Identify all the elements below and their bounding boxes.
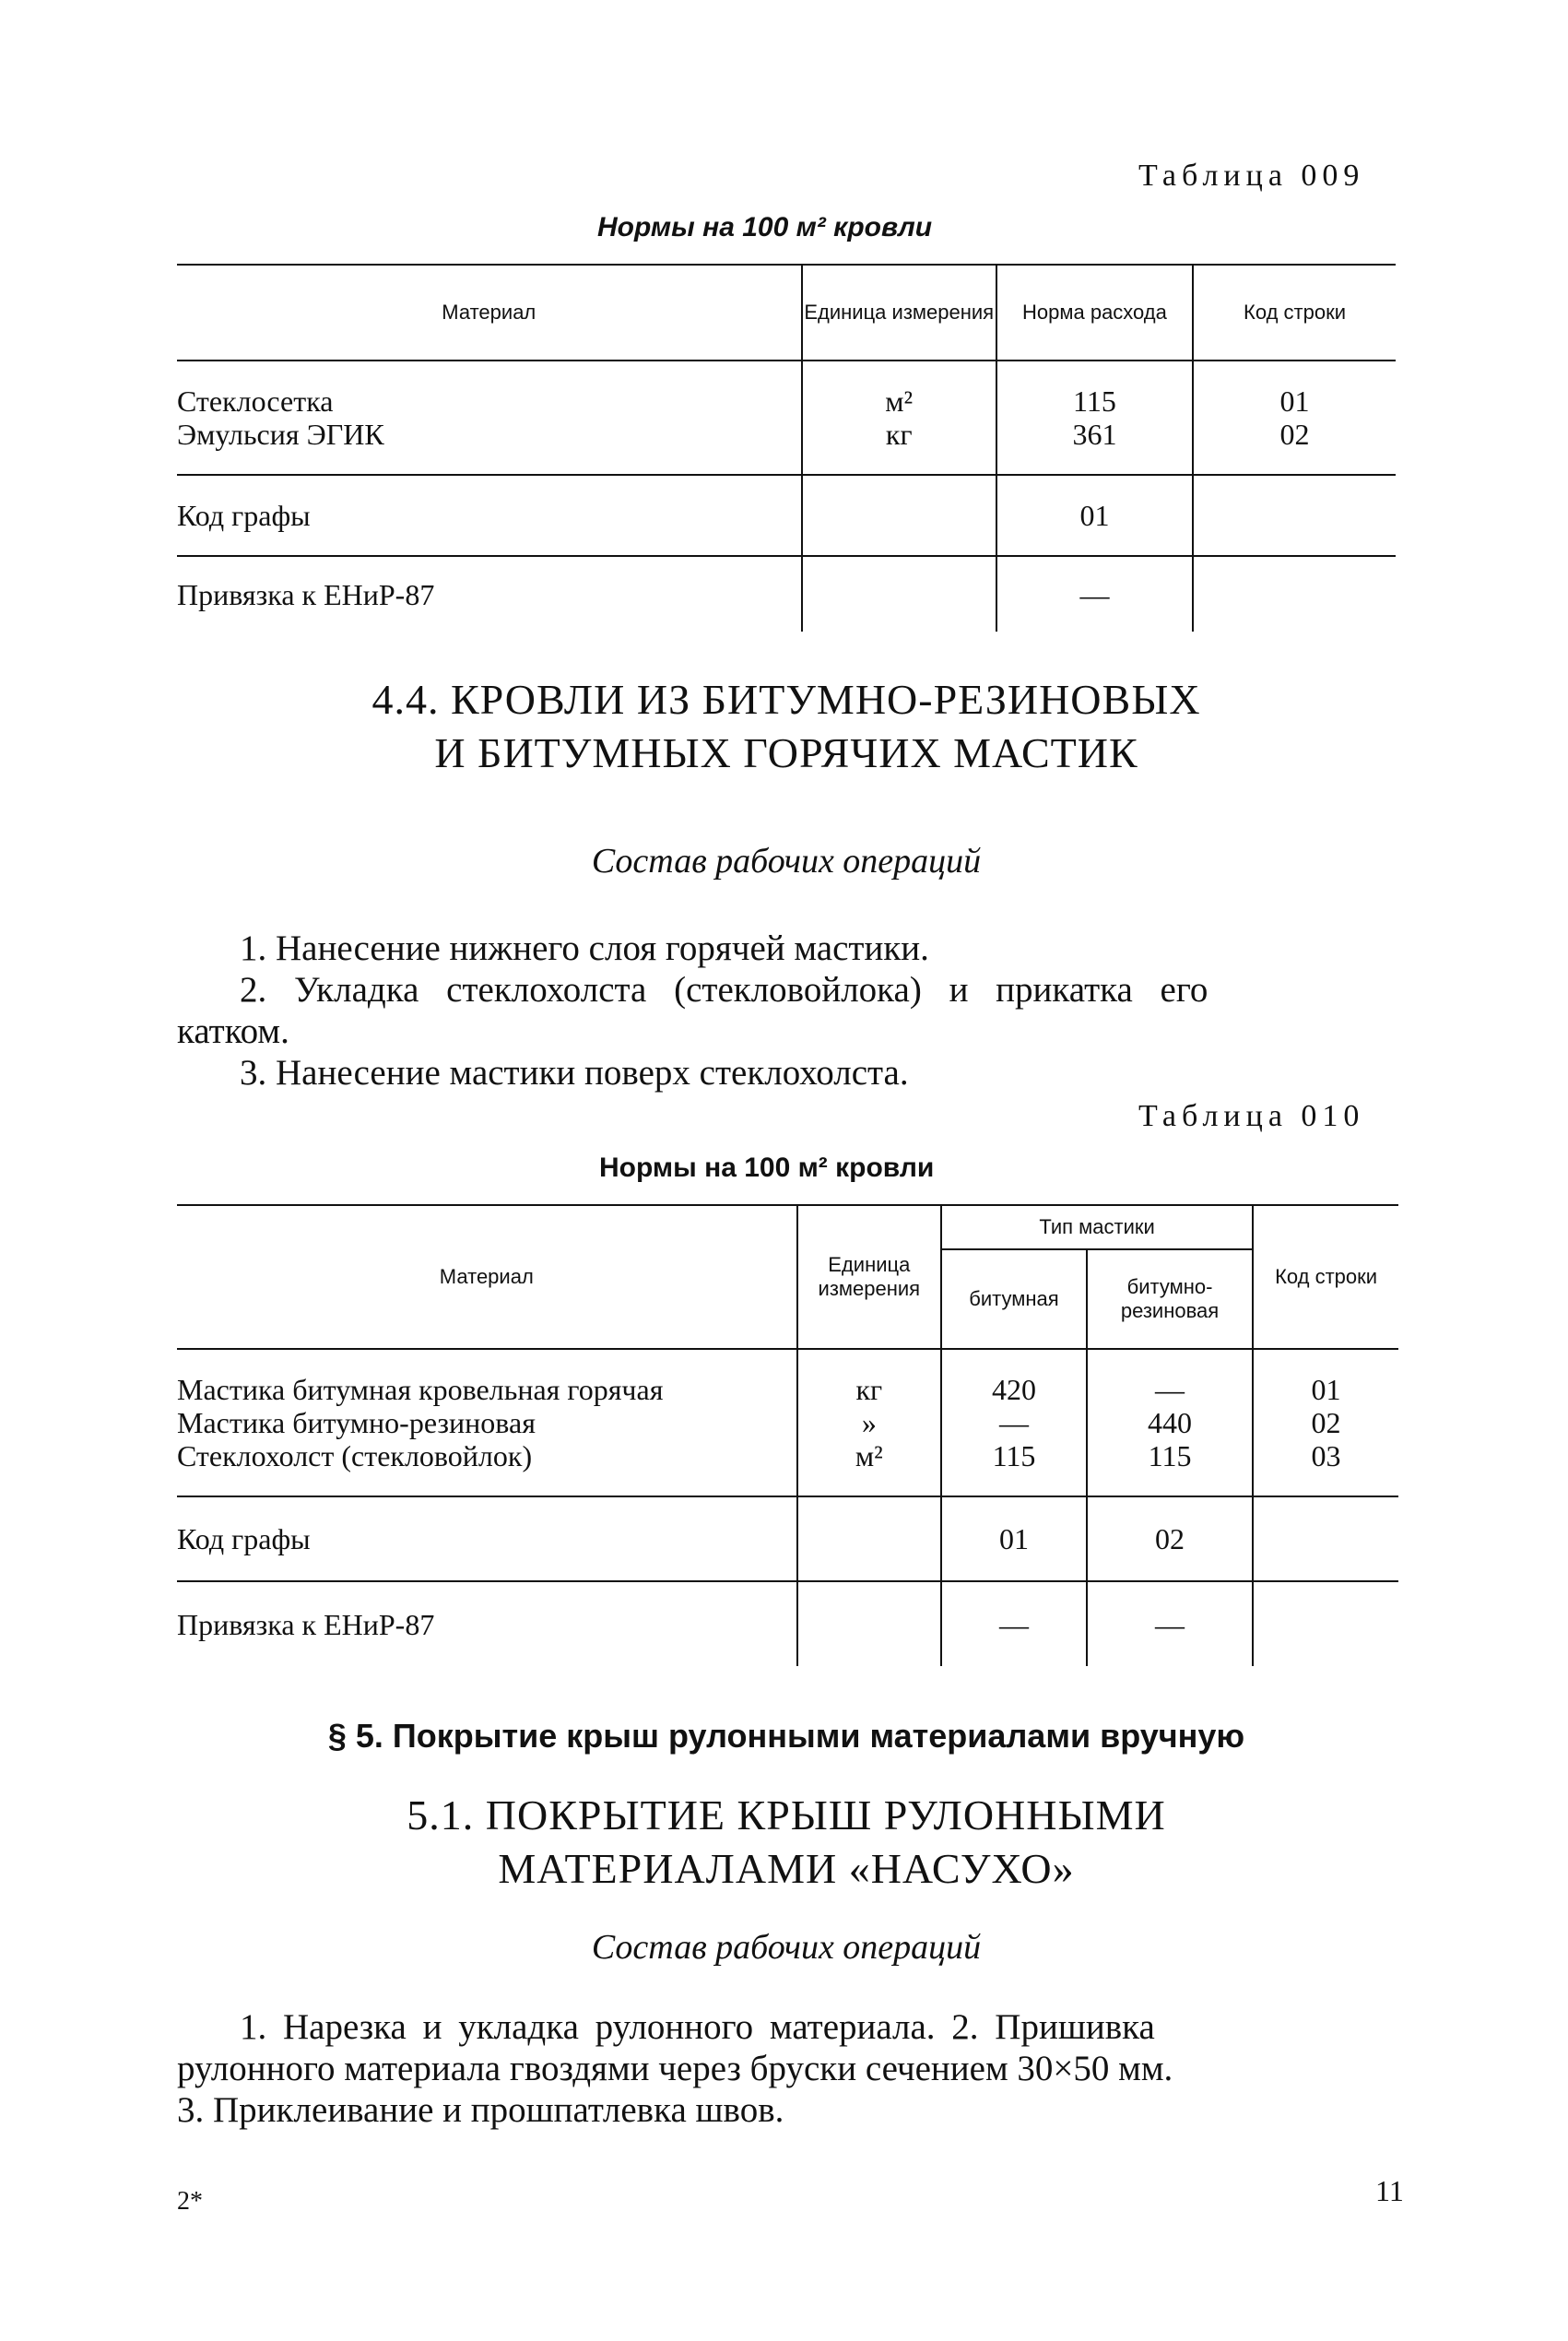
table-row-bitrez: 440 [1148,1406,1193,1439]
table-row-material: Мастика битумная кровельная горячая [177,1373,664,1406]
table-row-material: Мастика битумно-резиновая [177,1406,536,1439]
table-009 [177,264,1396,632]
table-009-label: Таблица 009 [1138,159,1365,193]
table-009-title: Нормы на 100 м² кровли [597,212,933,242]
table-row-norm: 115 [1073,384,1116,418]
table-row-bitrez: — [1155,1373,1185,1406]
col-header-type: Тип мастики [941,1205,1253,1249]
col-header-code: Код строки [1253,1205,1398,1349]
section-44-ops [177,928,1403,1094]
table-row-material: Стеклохолст (стекловойлок) [177,1439,533,1472]
page-number: 11 [1375,2174,1404,2207]
col-header-material: Материал [177,1205,797,1349]
kod-grafy-value: 01 [996,475,1193,556]
privyazka-value: — [996,556,1193,632]
section-44-title-line1: 4.4. КРОВЛИ ИЗ БИТУМНО-РЕЗИНОВЫХ [371,676,1201,723]
privyazka-label: Привязка к ЕНиР-87 [177,577,435,611]
col-header-bit: битумная [941,1249,1087,1349]
table-row-unit: м² [855,1439,883,1472]
section-5-heading: § 5. Покрытие крыш рулонными материалами вручную [327,1717,1245,1755]
op-line: 1. Нарезка и укладка рулонного материала. 2. Пришивка [240,2007,1155,2047]
privyazka-bit: — [941,1581,1087,1666]
materials-cell [177,361,802,475]
section-44-title-line2: И БИТУМНЫХ ГОРЯЧИХ МАСТИК [434,729,1138,776]
table-row-unit: м² [885,384,914,418]
kod-grafy-bit: 01 [941,1496,1087,1581]
col-header-material: Материал [177,265,802,361]
table-row-bitrez: 115 [1148,1439,1192,1472]
section-51-title [177,1789,1396,1896]
table-010-title: Нормы на 100 м² кровли [599,1153,935,1183]
table-row-code: 02 [1311,1406,1341,1439]
col-header-unit: Единица измерения [802,265,996,361]
table-row-bit: 115 [992,1439,1036,1472]
table-row-bit: 420 [991,1373,1036,1406]
col-header-unit: Единица измерения [797,1205,941,1349]
section-51-subtitle: Состав рабочих операций [591,1928,982,1967]
privyazka-label: Привязка к ЕНиР-87 [177,1607,435,1641]
table-row-material: Стеклосетка [177,384,334,418]
privyazka-bitrez: — [1087,1581,1253,1666]
col-header-norm: Норма расхода [996,265,1193,361]
op-item: 3. Нанесение мастики поверх стеклохолста. [240,1053,909,1093]
table-row-code: 02 [1279,418,1310,451]
table-row-norm: 361 [1072,418,1117,451]
section-44-subtitle: Состав рабочих операций [591,842,982,881]
table-row-code: 01 [1279,384,1310,418]
kod-grafy-label: Код графы [177,499,311,532]
table-row-bit: — [998,1406,1029,1439]
table-row-unit: кг [855,1373,883,1406]
table-row-unit: кг [885,418,913,451]
table-row-unit: » [861,1406,877,1439]
op-item: 2. Укладка стеклохолста (стекловойлока) и прикатка его [240,970,1208,1010]
op-line: рулонного материала гвоздями через бруски сечением 30×50 мм. [177,2049,1173,2088]
table-010-label: Таблица 010 [1138,1099,1365,1133]
col-header-bitrez: битумно-резиновая [1087,1249,1253,1349]
section-51-title-line1: 5.1. ПОКРЫТИЕ КРЫШ РУЛОННЫМИ [407,1791,1166,1839]
section-51-title-line2: МАТЕРИАЛАМИ «НАСУХО» [498,1845,1075,1892]
kod-grafy-bitrez: 02 [1087,1496,1253,1581]
table-row-code: 01 [1311,1373,1341,1406]
table-row-material: Эмульсия ЭГИК [177,418,384,451]
op-item: 1. Нанесение нижнего слоя горячей мастики. [240,928,929,968]
section-44-title [177,673,1396,780]
table-row-code: 03 [1311,1439,1341,1472]
section-51-ops [177,2006,1403,2131]
footer-left: 2* [177,2187,203,2216]
kod-grafy-label: Код графы [177,1522,311,1555]
op-line: 3. Приклеивание и прошпатлевка швов. [177,2090,784,2130]
table-010 [177,1204,1398,1666]
op-item: катком. [177,1011,289,1051]
col-header-code: Код строки [1193,265,1396,361]
